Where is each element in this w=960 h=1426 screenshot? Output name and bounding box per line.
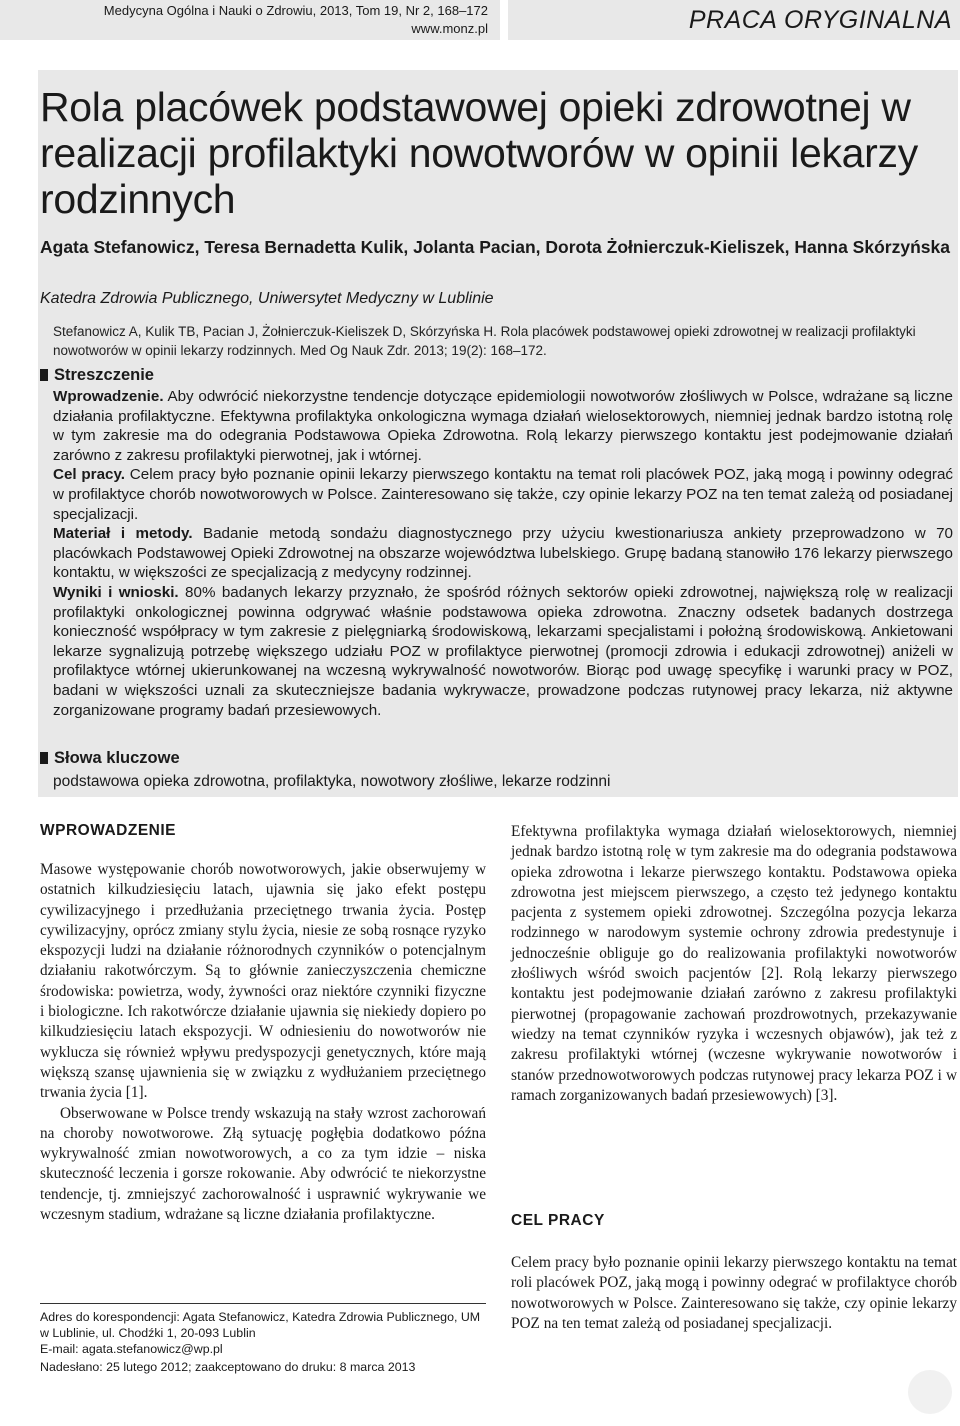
abstract-aim (53, 465, 953, 524)
abstract-introduction (53, 387, 953, 465)
correspondence-email: E-mail: agata.stefanowicz@wp.pl (40, 1342, 223, 1356)
abstract-methods-label: Materiał i metody. (53, 525, 193, 543)
abstract-results-label: Wyniki i wnioski. (53, 583, 179, 601)
abstract-results-text: 80% badanych lekarzy przyznało, że spośród różnych sektorów opieki zdrowotnej, największą rolę w realizacji profilaktyki onkologicznej powinna odgrywać właśnie podstawowa opieka zdrowotna. Znaczny odsetek badanych dostrzega konieczność współpracy w tym zakresie z pielęgniarką środowiskową, lekarzami specjalistami i położną środowiskową. Ankietowani lekarze sygnalizują potrzebę większego udziału POZ w profilaktyce pierwotnej (promocji zdrowia i edukacji zdrowotnej) aniżeli w profilaktyce wtórnej ukierunkowanej na wczesną wykrywalność nowotworów. Biorąc pod uwagę specyfikę i warunki pracy w POZ, badani w większości uznali za skuteczniejsze badania wykrywacze, prowadzone podczas rutynowej pracy lekarza, niż aktywne zorganizowane programy badań przesiewowych. (53, 583, 953, 719)
journal-website: www.monz.pl (411, 21, 488, 36)
introduction-paragraph-1: Masowe występowanie chorób nowotworowych, jakie obserwujemy w ostatnich kilkudziesięciu latach, ujawnia się jako efekt postępu cywilizacyjnego i przedłużania przeciętnego trwania życia. Postęp cywilizacyjny, oprócz zmiany stylu życia, niesie ze sobą rosnące ryzyko ekspozycji ludzi na działanie różnorodnych czynników o potencjalnym działaniu rakotwórczym. Są to głównie zanieczyszczenia chemiczne środowiska: powietrza, wody, żywności oraz niektóre czynniki fizyczne i biologiczne. Ich rakotwórcze działanie ujawnia się niekiedy dopiero po kilkudziesięciu latach ekspozycji. W odniesieniu do nowotworów nie wyklucza się również wpływu predyspozycji genetycznych, które mają większą szansę ujawnienia się w związku z wydłużaniem przeciętnego trwania życia [1]. (40, 861, 486, 1102)
citation-block: Stefanowicz A, Kulik TB, Pacian J, Żołnierczuk-Kieliszek D, Skórzyńska H. Rola placówek podstawowej opieki zdrowotnej w realizacji profilaktyki nowotworów w opinii lekarzy rodzinnych. Med Og Nauk Zdr. 2013; 19(2): 168–172. (53, 324, 916, 358)
footnote-divider (40, 1303, 486, 1304)
abstract-intro-label: Wprowadzenie. (53, 388, 164, 405)
abstract-results (53, 583, 953, 720)
keywords-text: podstawowa opieka zdrowotna, profilaktyka, nowotwory złośliwe, lekarze rodzinni (53, 773, 611, 790)
article-type-label: PRACA ORYGINALNA (688, 6, 952, 34)
journal-citation-line: Medycyna Ogólna i Nauki o Zdrowiu, 2013, Tom 19, Nr 2, 168–172 (103, 3, 488, 18)
abstract-aim-text: Celem pracy było poznanie opinii lekarzy pierwszego kontaktu na temat roli placówek POZ, jaką mogą i powinny odegrać w profilaktyce chorób nowotworowych w Polsce. Zainteresowano się także, czy opinie lekarzy POZ na ten temat zależą od posiadanej specjalizacji. (53, 466, 953, 523)
aim-paragraph-block (511, 1253, 957, 1334)
abstract-heading (40, 366, 154, 385)
correspondence-address: Adres do korespondencji: Agata Stefanowicz, Katedra Zdrowia Publicznego, UM w Lublinie, ul. Chodźki 1, 20-093 Lublin (40, 1310, 481, 1340)
abstract-heading-text: Streszczenie (54, 366, 154, 384)
author-list: Agata Stefanowicz, Teresa Bernadetta Kulik, Jolanta Pacian, Dorota Żołnierczuk-Kieliszek, Hanna Skórzyńska (40, 237, 950, 257)
affiliation: Katedra Zdrowia Publicznego, Uniwersytet Medyczny w Lublinie (40, 290, 494, 307)
introduction-paragraph-3: Efektywna profilaktyka wymaga działań wielosektorowych, niemniej jednak bardzo istotną rolę w tym zakresie ma do odegrania podstawowa opieka zdrowotna i lekarze pierwszego kontaktu. Podstawowa opieka zdrowotna jest miejscem pierwszego, a często też jedynego kontaktu pacjenta z systemem opieki zdrowotnej. Szczególna pozycja lekarza rodzinnego w narodowym systemie ochrony zdrowia predestynuje i jednocześnie obliguje go do realizowania profilaktyki nowotworów złośliwych wśród swoich pacjentów [2]. Rolą lekarzy pierwszego kontaktu jest podejmowanie działań zarówno z zakresu profilaktyki pierwotnej (propagowanie zachowań prozdrowotnych, przekazywanie wiedzy na temat czynników ryzyka i wczesnych objawów), jak też z zakresu profilaktyki wtórnej (wczesne wykrywanie nowotworów i stanów przednowotworowych podczas rutynowej pracy lekarza POZ i w ramach zorganizowanych badań przesiewowych) [3]. (511, 823, 957, 1104)
abstract-intro-text: Aby odwrócić niekorzystne tendencje dotyczące epidemiologii nowotworów złośliwych w Polsce, wdrażane są liczne działania profilaktyczne. Efektywna profilaktyka onkologiczna wymaga działań wielosektorowych, niemniej jednak bardzo istotną rolę w tym zakresie ma do odegrania Podstawowa Opieka Zdrowotna. Rolą lekarzy pierwszego kontaktu jest podejmowanie działań zarówno z zakresu profilaktyki pierwotnej, jak i wtórnej. (53, 388, 953, 464)
article-type-box (508, 0, 960, 40)
right-column (511, 822, 957, 1106)
aim-paragraph: Celem pracy było poznanie opinii lekarzy pierwszego kontaktu na temat roli placówek POZ, jaką mogą i powinny odegrać w profilaktyce chorób nowotworowych w Polsce. Zainteresowano się także, czy opinie lekarzy POZ na ten temat zależą od posiadanej specjalizacji. (511, 1254, 957, 1332)
keywords-heading (40, 749, 180, 768)
journal-info-box (0, 0, 500, 40)
abstract-methods (53, 524, 953, 583)
watermark-icon (908, 1370, 952, 1414)
aim-heading: CEL PRACY (511, 1212, 605, 1229)
introduction-paragraph-2: Obserwowane w Polsce trendy wskazują na stały wzrost zachorowań na choroby nowotworowe. Złą sytuację pogłębia dodatkowo późna wykrywalność zmian nowotworowych, a co za tym idzie – niska skuteczność leczenia i gorsze rokowanie. Aby odwrócić te niekorzystne tendencje, tj. zmniejszyć zachorowalność i usprawnić wykrywanie we wczesnym stadium, wdrażane są liczne działania profilaktyczne. (40, 1104, 486, 1224)
abstract-methods-text: Badanie metodą sondażu diagnostycznego przy użyciu kwestionariusza ankiety przeprowadzono w 70 placówkach Podstawowej Opieki Zdrowotnej na obszarze województwa lubelskiego. Grupę badaną stanowiło 176 lekarzy pierwszego kontaktu, w większości ze specjalizacją z medycyny rodzinnej. (53, 525, 953, 582)
left-column (40, 860, 486, 1225)
article-title: Rola placówek podstawowej opieki zdrowotnej w realizacji profilaktyki nowotworów w opinii lekarzy rodzinnych (40, 84, 918, 222)
submission-dates: Nadesłano: 25 lutego 2012; zaakceptowano do druku: 8 marca 2013 (40, 1360, 416, 1374)
journal-header (0, 0, 960, 40)
abstract-aim-label: Cel pracy. (53, 466, 126, 484)
abstract-body (53, 387, 953, 720)
introduction-heading: WPROWADZENIE (40, 822, 177, 839)
section-marker-icon (40, 752, 48, 764)
section-marker-icon (40, 369, 48, 381)
keywords-heading-text: Słowa kluczowe (54, 749, 180, 767)
